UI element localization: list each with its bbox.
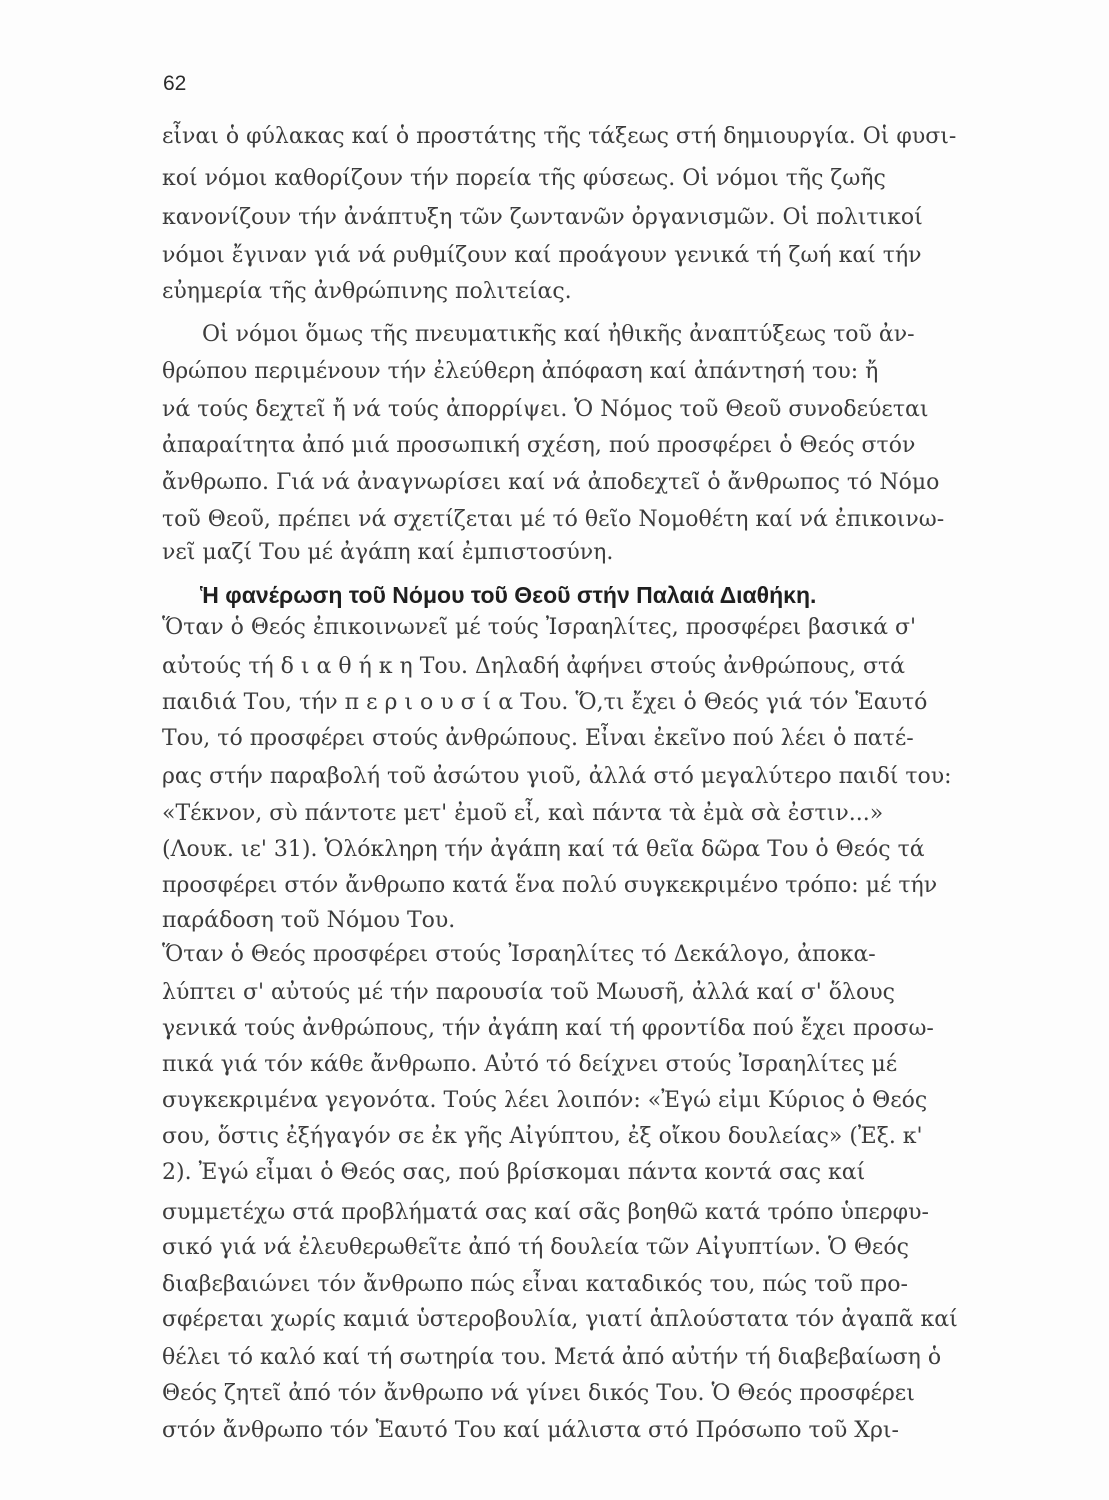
text-line: νά τούς δεχτεῖ ἤ νά τούς ἀπορρίψει. Ὁ Νόμος τοῦ Θεοῦ συνοδεύεται — [162, 397, 929, 422]
text-line: νεῖ μαζί Του μέ ἀγάπη καί ἐμπιστοσύνη. — [162, 540, 614, 565]
text-line: νόμοι ἔγιναν γιά νά ρυθμίζουν καί προάγουν γενικά τή ζωή καί τήν — [162, 243, 922, 268]
text-line: παιδιά Του, τήν π ε ρ ι ο υ σ ί α Του. Ὅ,τι ἔχει ὁ Θεός γιά τόν Ἑαυτό — [162, 690, 928, 715]
text-line: σφέρεται χωρίς καμιά ὑστεροβουλία, γιατί ἁπλούστατα τόν ἀγαπᾶ καί — [162, 1307, 958, 1332]
text-line: διαβεβαιώνει τόν ἄνθρωπο πώς εἶναι καταδικός του, πώς τοῦ προ- — [162, 1272, 908, 1297]
text-line: πικά γιά τόν κάθε ἄνθρωπο. Αὐτό τό δείχνει στούς Ἰσραηλίτες μέ — [162, 1052, 898, 1077]
text-line: σου, ὅστις ἐξήγαγόν σε ἐκ γῆς Αἰγύπτου, ἐξ οἴκου δουλείας» (Ἐξ. κ' — [162, 1124, 923, 1149]
text-line: θρώπου περιμένουν τήν ἐλεύθερη ἀπόφαση καί ἀπάντησή του: ἤ — [162, 359, 879, 384]
text-line: κανονίζουν τήν ἀνάπτυξη τῶν ζωντανῶν ὀργανισμῶν. Οἱ πολιτικοί — [162, 205, 923, 230]
text-line: κοί νόμοι καθορίζουν τήν πορεία τῆς φύσεως. Οἱ νόμοι τῆς ζωῆς — [162, 166, 886, 191]
text-line: λύπτει σ' αὐτούς μέ τήν παρουσία τοῦ Μωυσῆ, ἀλλά καί σ' ὅλους — [162, 980, 895, 1005]
text-line: Οἱ νόμοι ὅμως τῆς πνευματικῆς καί ἠθικῆς ἀναπτύξεως τοῦ ἀν- — [202, 322, 915, 347]
text-line: συμμετέχω στά προβλήματά σας καί σᾶς βοηθῶ κατά τρόπο ὑπερφυ- — [162, 1200, 929, 1225]
text-line: (Λουκ. ιε' 31). Ὁλόκληρη τήν ἀγάπη καί τά θεῖα δῶρα Του ὁ Θεός τά — [162, 837, 925, 862]
text-line: στόν ἄνθρωπο τόν Ἑαυτό Του καί μάλιστα στό Πρόσωπο τοῦ Χρι- — [162, 1418, 899, 1443]
text-line: Θεός ζητεῖ ἀπό τόν ἄνθρωπο νά γίνει δικός Του. Ὁ Θεός προσφέρει — [162, 1381, 915, 1406]
text-line: ἄνθρωπο. Γιά νά ἀναγνωρίσει καί νά ἀποδεχτεῖ ὁ ἄνθρωπος τό Νόμο — [162, 470, 940, 495]
section-heading: Ἡ φανέρωση τοῦ Νόμου τοῦ Θεοῦ στήν Παλαιά Διαθήκη. — [200, 582, 817, 608]
text-line: 2). Ἐγώ εἶμαι ὁ Θεός σας, πού βρίσκομαι πάντα κοντά σας καί — [162, 1160, 866, 1185]
text-line: αὐτούς τή δ ι α θ ή κ η Του. Δηλαδή ἀφήνει στούς ἀνθρώπους, στά — [162, 654, 906, 679]
text-line: γενικά τούς ἀνθρώπους, τήν ἀγάπη καί τή φροντίδα πού ἔχει προσω- — [162, 1016, 934, 1041]
text-line: Ὅταν ὁ Θεός προσφέρει στούς Ἰσραηλίτες τό Δεκάλογο, ἀποκα- — [162, 942, 876, 967]
text-line: ἀπαραίτητα ἀπό μιά προσωπική σχέση, πού προσφέρει ὁ Θεός στόν — [162, 433, 916, 458]
text-line: «Τέκνον, σὺ πάντοτε μετ' ἐμοῦ εἶ, καὶ πάντα τὰ ἐμὰ σὰ ἐστιν...» — [162, 801, 884, 826]
text-line: τοῦ Θεοῦ, πρέπει νά σχετίζεται μέ τό θεῖο Νομοθέτη καί νά ἐπικοινω- — [162, 507, 945, 532]
text-line: προσφέρει στόν ἄνθρωπο κατά ἕνα πολύ συγκεκριμένο τρόπο: μέ τήν — [162, 873, 938, 898]
text-line: Ὅταν ὁ Θεός ἐπικοινωνεῖ μέ τούς Ἰσραηλίτες, προσφέρει βασικά σ' — [162, 615, 917, 640]
text-line: παράδοση τοῦ Νόμου Του. — [162, 908, 456, 933]
text-line: συγκεκριμένα γεγονότα. Τούς λέει λοιπόν: «Ἐγώ εἰμι Κύριος ὁ Θεός — [162, 1088, 928, 1113]
text-line: θέλει τό καλό καί τή σωτηρία του. Μετά ἀπό αὐτήν τή διαβεβαίωση ὁ — [162, 1345, 942, 1370]
text-line: σικό γιά νά ἐλευθερωθεῖτε ἀπό τή δουλεία τῶν Αἰγυπτίων. Ὁ Θεός — [162, 1235, 909, 1260]
text-line: Του, τό προσφέρει στούς ἀνθρώπους. Εἶναι ἐκεῖνο πού λέει ὁ πατέ- — [162, 726, 914, 751]
page-number: 62 — [163, 72, 187, 95]
text-line: εὐημερία τῆς ἀνθρώπινης πολιτείας. — [162, 279, 572, 304]
text-line: εἶναι ὁ φύλακας καί ὁ προστάτης τῆς τάξεως στή δημιουργία. Οἱ φυσι- — [162, 124, 957, 149]
text-line: ρας στήν παραβολή τοῦ ἀσώτου γιοῦ, ἀλλά στό μεγαλύτερο παιδί του: — [162, 764, 952, 789]
